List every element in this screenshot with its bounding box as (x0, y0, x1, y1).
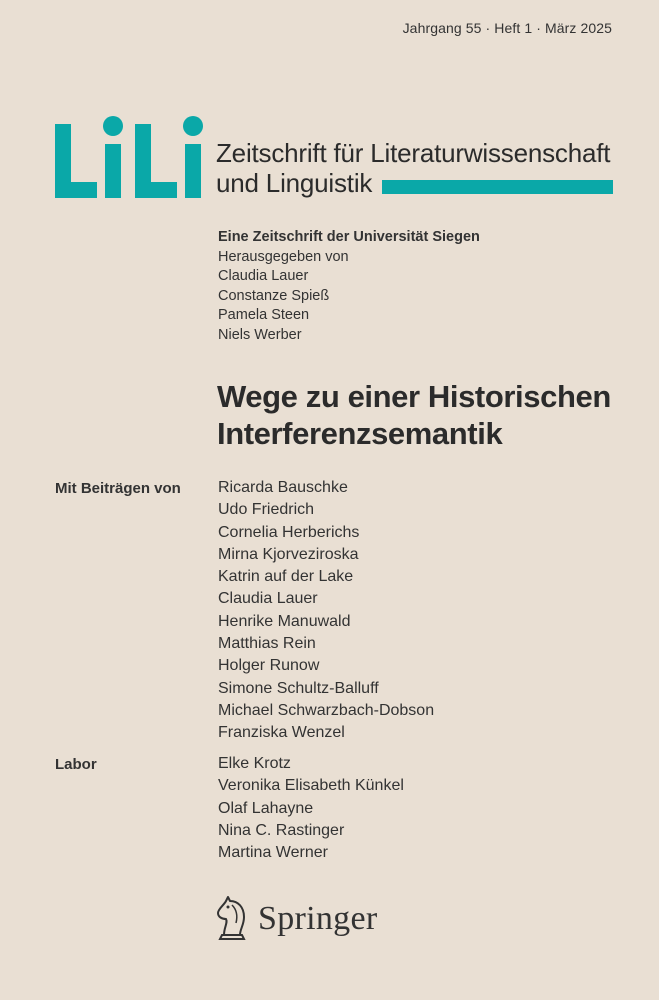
contributor-name: Franziska Wenzel (218, 724, 345, 742)
editor-name: Claudia Lauer (218, 268, 309, 284)
editors-label: Herausgegeben von (218, 248, 349, 265)
labor-name: Elke Krotz (218, 755, 291, 772)
contributor-name: Matthias Rein (218, 635, 316, 653)
contributor-name: Udo Friedrich (218, 501, 315, 519)
contributor-name: Simone Schultz-Balluff (218, 679, 379, 697)
contributor-name: Cornelia Herberichs (218, 523, 360, 541)
journal-title-line1: Zeitschrift für Literaturwissenschaft (216, 138, 611, 168)
issue-line: Jahrgang 55 · Heft 1 · März 2025 (402, 20, 612, 36)
contributor-name: Claudia Lauer (218, 590, 318, 608)
contributors-list (218, 477, 434, 745)
contributors-label: Mit Beiträgen von (55, 480, 181, 497)
lili-logo (55, 116, 205, 198)
contributor-name: Henrike Manuwald (218, 612, 351, 630)
contributor-name: Mirna Kjorveziroska (218, 545, 359, 563)
editor-name: Niels Werber (218, 326, 302, 343)
accent-bar (382, 180, 613, 194)
contributor-name: Michael Schwarzbach-Dobson (218, 701, 435, 719)
contributor-name: Katrin auf der Lake (218, 568, 354, 586)
headline-line1: Wege zu einer Historischen (217, 379, 611, 414)
contributor-name: Ricarda Bauschke (218, 479, 348, 496)
editor-name: Constanze Spieß (218, 287, 330, 304)
contributor-name: Holger Runow (218, 657, 320, 675)
labor-name: Nina C. Rastinger (218, 821, 345, 839)
labor-list (218, 753, 404, 864)
institution: Eine Zeitschrift der Universität Siegen (218, 229, 480, 245)
editor-name: Pamela Steen (218, 307, 310, 323)
labor-name: Martina Werner (218, 844, 328, 862)
issue-headline (217, 378, 611, 452)
publisher-logo (212, 895, 378, 943)
publisher-name: Springer (258, 900, 378, 937)
chess-knight-icon (212, 895, 252, 943)
journal-title-line2: und Linguistik (216, 168, 373, 198)
headline-line2: Interferenzsemantik (217, 416, 503, 451)
editorial-info (218, 228, 480, 345)
labor-label: Labor (55, 756, 97, 773)
labor-name: Olaf Lahayne (218, 799, 314, 817)
labor-name: Veronika Elisabeth Künkel (218, 777, 404, 795)
